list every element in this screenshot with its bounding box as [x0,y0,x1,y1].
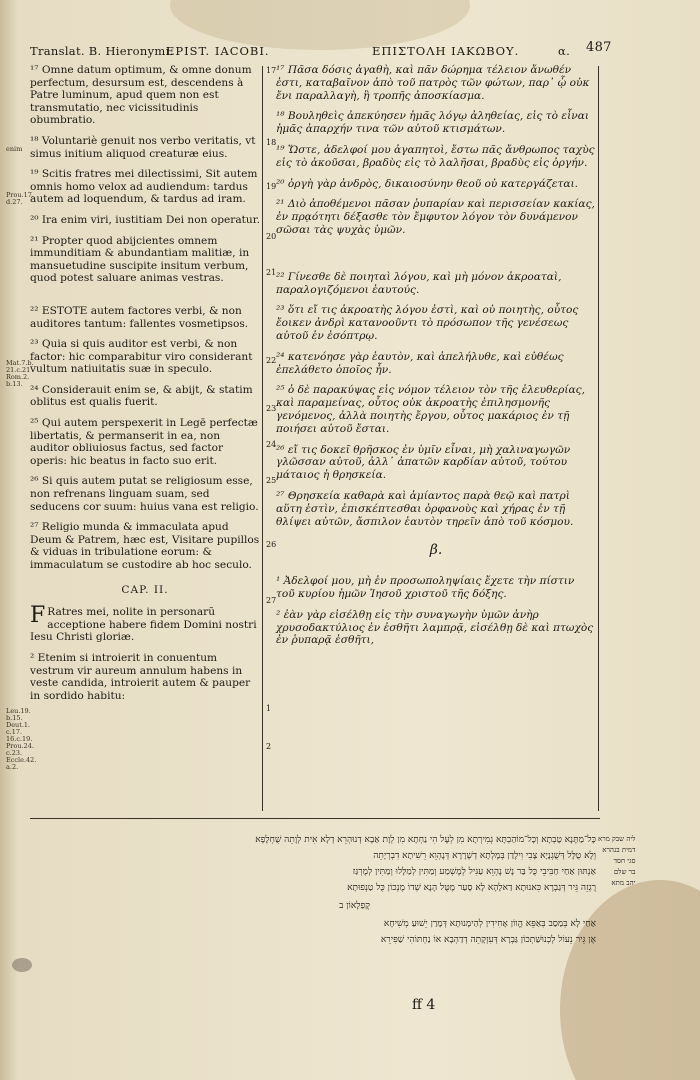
hebrew-chapter-heading: קֶפַלָאוֹן ב [339,901,370,911]
verse-number: 24 [266,440,277,449]
hebrew-line: כָּל־מַתָּנָא טָבְתָא וְכָל־מוֹהַבְתָּא גְמִירְתָא מִן לְעֶל הִי נַחְתָא מִן לְוָת אַבָא דְנוּהְרֵא דְלָא אִית לְוָתֵה שֻׁחְלָפָא [255,835,596,845]
verse-number: 18 [266,138,277,147]
verse-number: 25 [266,476,277,485]
margin-note: Leu.19. b.15. Deut.1. c.17. 16.c.19. Prou.24. c.23. Eccle.42. a.2. [6,707,37,771]
greek-verse: ¹⁸ Βουληθεὶς ἀπεκύησεν ἡμᾶς λόγῳ ἀληθείας, εἰς τὸ εἶναι ἡμᾶς ἀπαρχήν τινα τῶν αὐτοῦ κτισμάτων. [276,110,590,136]
running-head-latin: EPIST. IACOBI. [166,44,270,58]
hebrew-side-notes: ליה שבק מרא דמית בנהרא סגי חסד בר שלם יהב מתא [598,835,636,887]
hebrew-line: אַנְתּוּן אַחַי חַבִּיבֵי כֻּל בַּר נָשׁ נֶהְוֵא עַגִּיל לְמֶשְׁמַע וְמַתִּין לְמַלָּלוּ וְמַתִּין לְמֶרְגַּז [352,867,596,877]
greek-verse: ² ἐὰν γὰρ εἰσέλθῃ εἰς τὴν συναγωγὴν ὑμῶν ἀνὴρ χρυσοδακτύλιος ἐν ἐσθῆτι λαμπρᾷ, εἰσέλθῃ δὲ καὶ πτωχὸς ἐν ῥυπαρᾷ ἐσθῆτι, [276,608,594,647]
margin-note: Prou.17. d.27. [6,191,34,206]
latin-verse [30,603,260,644]
drop-capital: F [30,603,46,629]
latin-verse: ²³ Quia si quis auditor est verbi, & non factor: hic comparabitur viro considerant vultum natiuitatis suæ in speculo. [30,338,253,376]
verse-number: 23 [266,404,277,413]
latin-verse: ²¹ Propter quod abijcientes omnem immunditiam & abundantiam malitiæ, in mansuetudine suscipite insitum verbum, quod potest saluare animas vestras. [30,234,250,285]
latin-verse-text: Ratres mei, nolite in personarũ acceptione habere fidem Domini nostri Iesu Christi gloriæ. [30,606,257,644]
latin-verse: ²⁰ Ira enim viri, iustitiam Dei non operatur. [30,213,260,226]
latin-verse: ¹⁷ Omne datum optimum, & omne donum perfectum, desursum est, descendens à Patre luminum, apud quem non est transmutatio, nec vicissitudinis obumbratio. [30,64,252,127]
signature-mark: ff 4 [412,997,436,1013]
hebrew-line: וְלָא טֻלָּל דְּשֻׁגְנָיָא צָבִי וִילֶדַן בְּמֶלְתָא דְשָׁרָרָא דְּנֶהְוֵא רֵשִׁיתָא דִבְרְיָתֵה [373,851,596,861]
page-number: 487 [586,40,612,55]
paper-stain [560,880,700,1080]
greek-column [276,64,596,655]
verse-number: 21 [266,268,277,277]
running-head-alpha: α. [558,44,571,58]
verse-number: 19 [266,182,277,191]
latin-verse: ²² ESTOTE autem factores verbi, & non auditores tantum: fallentes vosmetipsos. [30,304,249,330]
hebrew-line: אַחַי לָא בְּמַסַב בְּאַפֵּא הֱווֹן אָחִידִין לְהַימָנוּתָא דְּמָרַן יֵשׁוּעַ מְשִׁיחָא [383,919,596,929]
verse-number: 22 [266,356,277,365]
running-head-left: Translat. B. Hieronymi. [30,44,174,58]
margin-note: enim [6,145,23,153]
latin-verse: ¹⁹ Scitis fratres mei dilectissimi, Sit autem omnis homo velox ad audiendum: tardus autem ad loquendum, & tardus ad iram. [30,168,258,206]
greek-verse: ²⁶ εἴ τις δοκεῖ θρῆσκος ἐν ὑμῖν εἶναι, μὴ χαλιναγωγῶν γλῶσσαν αὐτοῦ, ἀλλ᾽ ἀπατῶν καρδίαν αὐτοῦ, τούτου μάταιος ἡ θρησκεία. [276,443,571,482]
latin-verse: ²⁶ Si quis autem putat se religiosum esse, non refrenans linguam suam, sed seducens cor suum: huius vana est religio. [30,475,259,513]
verse-number: 17 [266,66,277,75]
column-divider [598,66,599,811]
greek-verse: ²² Γίνεσθε δὲ ποιηταὶ λόγου, καὶ μὴ μόνον ἀκροαταὶ, παραλογιζόμενοι ἑαυτούς. [276,270,562,296]
paper-stain [12,958,32,972]
latin-verse: ¹⁸ Voluntariè genuit nos verbo veritatis, vt simus initium aliquod creaturæ eius. [30,134,256,160]
verse-number: 26 [266,540,277,549]
greek-verse: ²⁴ κατενόησε γὰρ ἑαυτὸν, καὶ ἀπελήλυθε, καὶ εὐθέως ἐπελάθετο ὁποῖος ἦν. [276,350,564,376]
latin-verse: ²⁵ Qui autem perspexerit in Legē perfectæ libertatis, & permanserit in ea, non auditor obliuiosus factus, sed factor operis: hic beatus in facto suo erit. [30,417,258,467]
column-divider [262,66,263,811]
paper-stain [170,0,470,50]
greek-verse: ²¹ Διὸ ἀποθέμενοι πᾶσαν ῥυπαρίαν καὶ περισσείαν κακίας, ἐν πρᾳότητι δέξασθε τὸν ἔμφυτον λόγον τὸν δυνάμενον σῶσαι τὰς ψυχὰς ὑμῶν. [276,198,595,236]
latin-verse: ²⁷ Religio munda & immaculata apud Deum & Patrem, hæc est, Visitare pupillos & viduas in tribulatione eorum: & immaculatum se custodire ab hoc seculo. [30,521,260,571]
greek-verse: ¹⁹ Ὥστε, ἀδελφοί μου ἀγαπητοὶ, ἔστω πᾶς ἄνθρωπος ταχὺς εἰς τὸ ἀκοῦσαι, βραδὺς εἰς τὸ λαλῆσαι, βραδὺς εἰς ὀργήν. [276,143,595,169]
verse-number: 20 [266,232,277,241]
verse-number: 27 [266,596,277,605]
greek-verse: ²⁰ ὀργὴ γὰρ ἀνδρὸς, δικαιοσύνην θεοῦ οὐ κατεργάζεται. [276,177,579,190]
chapter-heading-latin: CAP. II. [121,583,169,596]
hebrew-line: רֻגְזֵה גֵּיר דְּגַבְרָא כִּאנוּתָא דַאלָהָא לָא סָעַר מֶטֻּל הָנָא שְׁדוֹ מֶנְכוֹן כֻּל טַנְפוּתָא [347,883,596,893]
hebrew-divider [30,818,600,819]
running-head-greek: ΕΠΙΣΤΟΛΗ ΙΑΚΩΒΟΥ. [372,44,520,58]
greek-verse: ²⁷ Θρησκεία καθαρὰ καὶ ἀμίαντος παρὰ θεῷ καὶ πατρὶ αὕτη ἐστὶν, ἐπισκέπτεσθαι ὀρφανοὺς καὶ χήρας ἐν τῇ θλίψει αὐτῶν, ἄσπιλον ἑαυτὸν τηρεῖν ἀπὸ τοῦ κόσμου. [276,489,574,528]
margin-note: Mat.7.b. 21.c.21 Rom.2. b.13. [6,359,34,388]
greek-verse: ¹⁷ Πᾶσα δόσις ἀγαθὴ, καὶ πᾶν δώρημα τέλειον ἄνωθέν ἐστι, καταβαῖνον ἀπὸ τοῦ πατρὸς τῶν φώτων, παρ᾽ ᾧ οὐκ ἔνι παραλλαγὴ, ἢ τροπῆς ἀποσκίασμα. [276,64,590,102]
greek-verse: ²⁵ ὁ δὲ παρακύψας εἰς νόμον τέλειον τὸν τῆς ἐλευθερίας, καὶ παραμείνας, οὗτος οὐκ ἀκροατὴς ἐπιλησμονῆς γενόμενος, ἀλλὰ ποιητὴς ἔργου, οὗτος μακάριος ἐν τῇ ποιήσει αὐτοῦ ἔσται. [276,384,585,435]
latin-verse: ² Etenim si introierit in conuentum vestrum vir aureum annulum habens in veste candida, introierit autem & pauper in sordido habitu: [30,651,251,702]
chapter-heading-greek: β. [429,542,443,559]
latin-column [30,64,260,710]
verse-number: 2 [266,742,272,751]
hebrew-line: אֶן גֵּיר נֵעוֹל לְכְנוּשַׁתְכוֹן גַּבְרָא דְּעִזְקָתֵה דְדַהְבָא אוֹ נַחְתּוֹהִי שַׁפִּירֵא [380,935,596,945]
greek-verse: ²³ ὅτι εἴ τις ἀκροατὴς λόγου ἐστὶ, καὶ οὐ ποιητὴς, οὗτος ἔοικεν ἀνδρὶ κατανοοῦντι τὸ πρόσωπον τῆς γενέσεως αὐτοῦ ἐν ἐσόπτρῳ. [276,304,579,342]
verse-number: 1 [266,704,272,713]
latin-verse: ²⁴ Considerauit enim se, & abijt, & statim oblitus est qualis fuerit. [30,383,253,409]
greek-verse: ¹ Ἀδελφοί μου, μὴ ἐν προσωποληψίαις ἔχετε τὴν πίστιν τοῦ κυρίου ἡμῶν Ἰησοῦ χριστοῦ τῆς δόξης. [276,575,575,600]
